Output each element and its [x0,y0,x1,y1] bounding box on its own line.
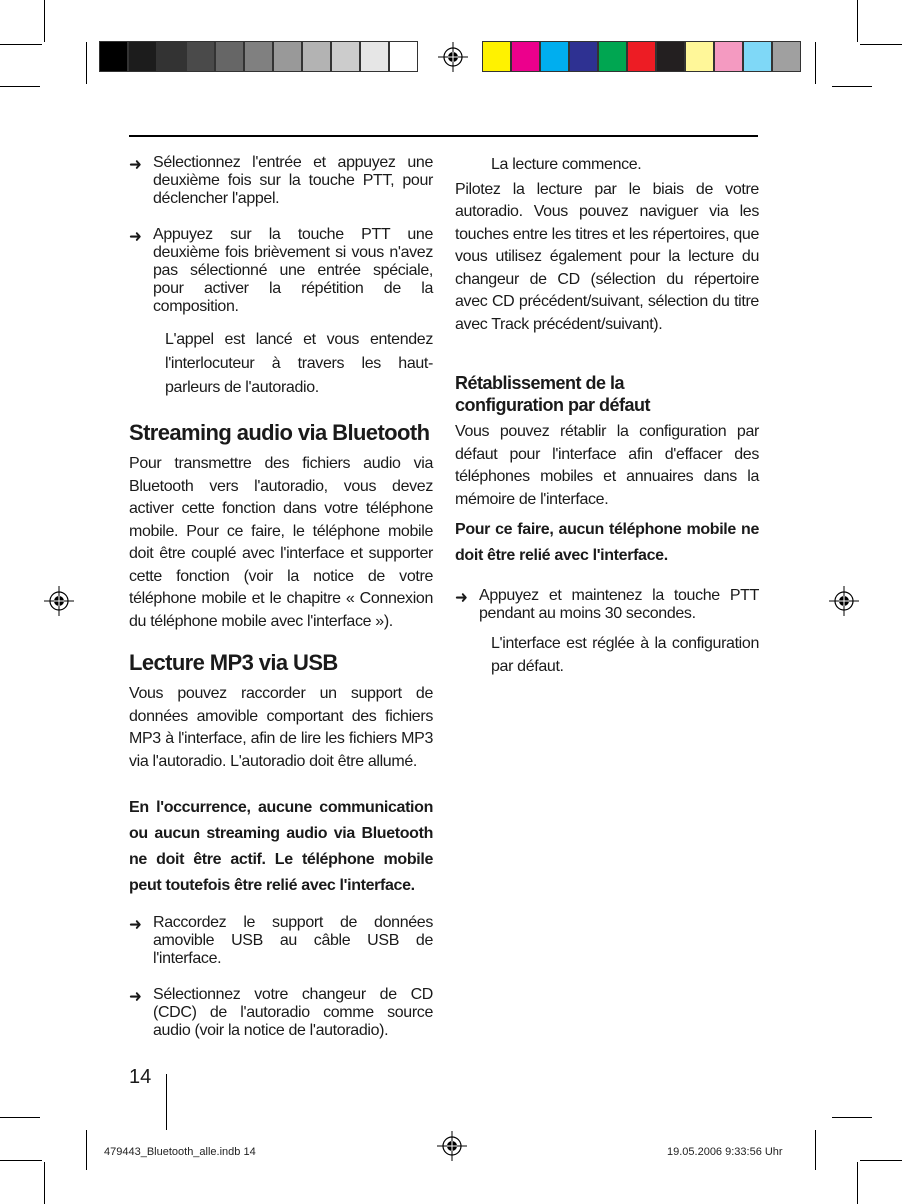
color-swatch [598,41,627,72]
registration-mark-icon [829,586,859,616]
paragraph-mp3: Vous pouvez raccorder un support de données amovible comportant des fichiers MP3 à l'interface, afin de lire les fichiers MP3 via l'autoradio. L'autoradio doit être allumé. [129,685,433,770]
slug-datetime: 19.05.2006 9:33:56 Uhr [667,1146,783,1158]
instruction-step [455,587,759,623]
paragraph-reset: Vous pouvez rétablir la configuration par défaut pour l'interface afin d'effacer des téléphones mobiles et annuaires dans la mémoire de l'interface. [455,423,759,508]
color-swatch [772,41,801,72]
color-swatch [273,41,302,72]
section-heading-mp3: Lecture MP3 via USB [129,650,338,675]
instruction-step [129,986,433,1040]
color-swatch [389,41,418,72]
step-text: Appuyez sur la touche PTT une deuxième fois brièvement si vous n'avez pas sélectionné une entrée spéciale, pour activer la répétition de la composition. [153,226,433,315]
color-swatch [99,41,128,72]
step-result: La lecture commence. [491,156,642,173]
slug-file: 479443_Bluetooth_alle.indb 14 [104,1146,256,1158]
heading-line: configuration par défaut [455,395,650,415]
registration-mark-icon [438,42,468,72]
color-swatch [128,41,157,72]
paragraph-control: Pilotez la lecture par le biais de votre autoradio. Vous pouvez naviguer via les touches entre les titres et les répertoires, que vous utilisez également pour la lecture du changeur de CD (sélection du répertoire avec CD précédent/suivant, sélection du titre avec Track précédent/suivant). [455,180,759,333]
arrow-right-icon: ➜ [455,588,468,607]
color-swatch [157,41,186,72]
color-swatch [685,41,714,72]
color-swatch [743,41,772,72]
heading-line: Rétablissement de la [455,373,625,393]
arrow-right-icon: ➜ [129,915,142,934]
instruction-step [129,154,433,208]
step-text: Sélectionnez votre changeur de CD (CDC) de l'autoradio comme source audio (voir la notice de l'autoradio). [153,986,433,1039]
registration-mark-icon [44,586,74,616]
step-text: Appuyez et maintenez la touche PTT pendant au moins 30 secondes. [479,587,759,622]
color-swatch [627,41,656,72]
instruction-step [129,914,433,968]
color-swatch [656,41,685,72]
color-swatch [540,41,569,72]
left-column [129,154,433,1040]
step-result: L'interface est réglée à la configuration par défaut. [491,635,759,675]
color-swatch [569,41,598,72]
color-swatch [244,41,273,72]
instruction-step [129,226,433,316]
step-result: L'appel est lancé et vous entendez l'interlocuteur à travers les haut-parleurs de l'autoradio. [165,331,433,396]
registration-mark-icon [437,1131,467,1161]
right-column [455,154,759,678]
color-swatch [215,41,244,72]
arrow-right-icon: ➜ [129,227,142,246]
color-swatch [302,41,331,72]
step-text: Raccordez le support de données amovible USB au câble USB de l'interface. [153,914,433,967]
arrow-right-icon: ➜ [129,155,142,174]
step-text: Sélectionnez l'entrée et appuyez une deuxième fois sur la touche PTT, pour déclencher l'appel. [153,154,433,207]
color-swatch [482,41,511,72]
section-heading-reset [455,372,759,416]
important-note: En l'occurrence, aucune communication ou aucun streaming audio via Bluetooth ne doit être actif. Le téléphone mobile peut toutefois être relié avec l'interface. [129,799,433,894]
color-swatch [360,41,389,72]
page-number: 14 [129,1066,152,1088]
color-swatch [331,41,360,72]
important-note-reset: Pour ce faire, aucun téléphone mobile ne doit être relié avec l'interface. [455,521,759,564]
header-rule [129,135,758,137]
color-swatch [511,41,540,72]
paragraph-streaming: Pour transmettre des fichiers audio via Bluetooth vers l'autoradio, vous devez activer cette fonction dans votre téléphone mobile. Pour ce faire, le téléphone mobile doit être couplé avec l'interface et supporter cette fonction (voir la notice de votre téléphone mobile et le chapitre « Connexion du téléphone mobile avec l'interface »). [129,455,433,630]
color-swatch [186,41,215,72]
section-heading-streaming: Streaming audio via Bluetooth [129,420,430,445]
color-swatch [714,41,743,72]
arrow-right-icon: ➜ [129,987,142,1006]
